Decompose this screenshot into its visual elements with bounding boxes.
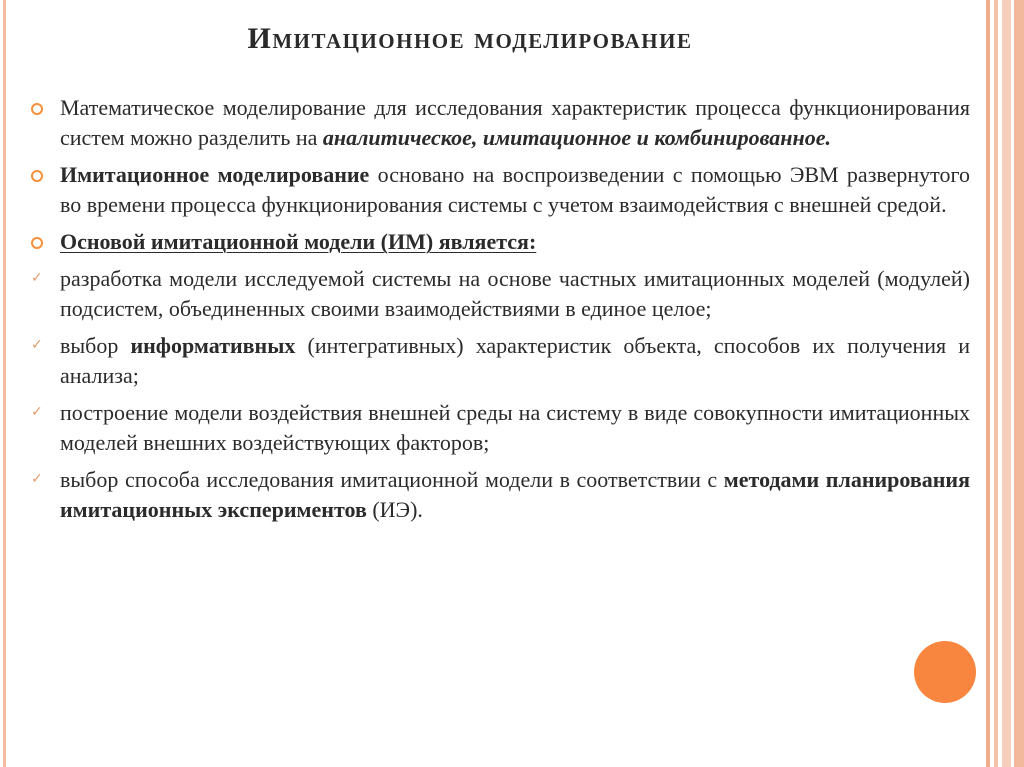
list-item [30, 465, 970, 525]
decor-stripe [994, 0, 998, 767]
check-bullet-icon: ✓ [31, 337, 43, 353]
circle-bullet-icon [31, 103, 43, 115]
check-bullet-icon: ✓ [31, 270, 43, 286]
text-run: (интегративных) характеристик объекта, способов их получения и анализа; [60, 333, 970, 388]
text-run: выбор [60, 333, 131, 358]
text-run: разработка модели исследуемой системы на основе частных имитационных моделей (модулей) подсистем, объединенных своими взаимодействиями в единое целое; [60, 266, 970, 321]
text-run-bold: Имитационное моделирование [60, 162, 370, 187]
text-run: выбор способа исследования имитационной модели в соответствии с [60, 467, 724, 492]
decor-stripe [1014, 0, 1024, 767]
check-bullet-icon: ✓ [31, 471, 43, 487]
list-item [30, 264, 970, 324]
list-item [30, 93, 970, 153]
text-run-bold: методами планирования имитационных экспериментов [60, 467, 970, 522]
text-run: основано на воспроизведении с помощью ЭВМ развернутого во времени процесса функционирования системы с учетом взаимодействия с внешней средой. [60, 162, 970, 217]
decor-stripe [1002, 0, 1011, 767]
circle-bullet-icon [31, 237, 43, 249]
list-item [30, 227, 970, 257]
left-border-line [3, 0, 6, 767]
bullet-text [60, 160, 970, 220]
bullet-list [30, 93, 970, 532]
text-run: Математическое моделирование для исследования характеристик процесса функционирования систем можно разделить на [60, 95, 970, 150]
decor-circle [914, 641, 976, 703]
text-run: построение модели воздействия внешней среды на систему в виде совокупности имитационных моделей внешних воздействующих факторов; [60, 400, 970, 455]
list-item [30, 160, 970, 220]
bullet-text [60, 93, 970, 153]
list-item [30, 331, 970, 391]
circle-bullet-icon [31, 170, 43, 182]
check-bullet-icon: ✓ [31, 404, 43, 420]
section-heading: Основой имитационной модели (ИМ) является: [60, 229, 537, 254]
text-run-bold: информативных [130, 333, 296, 358]
decor-stripe [986, 0, 990, 767]
slide-title: Имитационное моделирование [247, 22, 693, 55]
list-item [30, 398, 970, 458]
bullet-text [60, 398, 970, 458]
bullet-text [60, 465, 970, 525]
bullet-text [60, 264, 970, 324]
text-run: (ИЭ). [366, 497, 423, 522]
text-run-emphasis: аналитическое, имитационное и комбинированное. [322, 125, 831, 150]
bullet-text [60, 227, 970, 257]
bullet-text [60, 331, 970, 391]
